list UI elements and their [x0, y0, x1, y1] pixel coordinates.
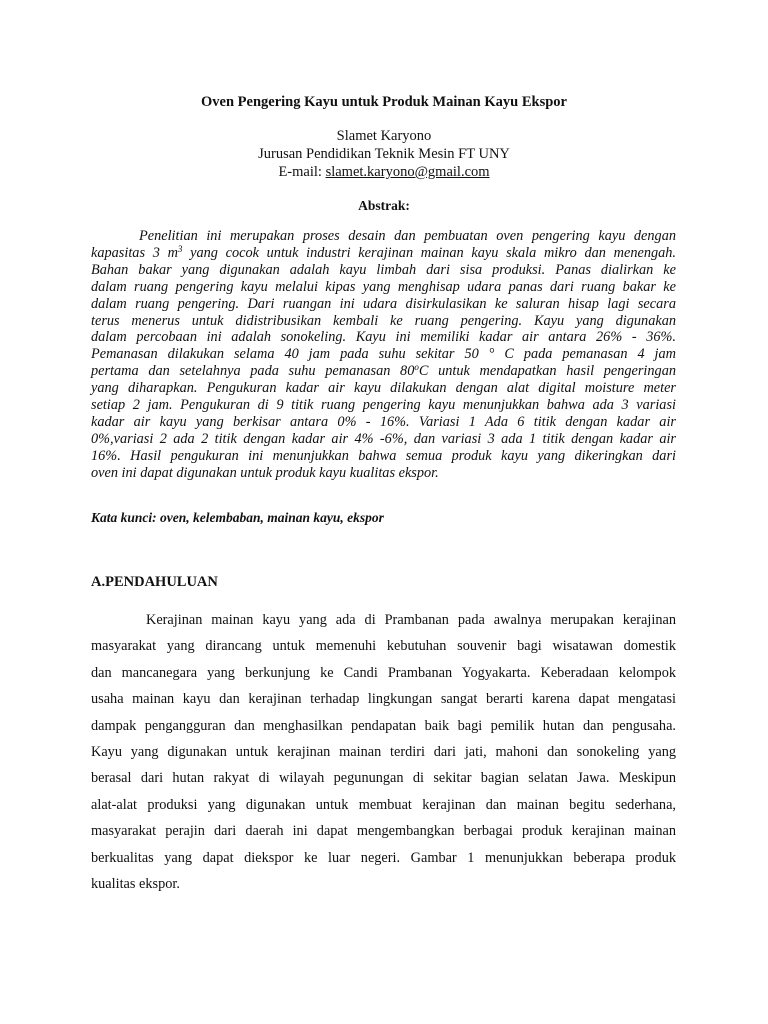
body-line: dan mancanegara yang berkunjung ke Candi Prambanan Yogyakarta. Keberadaan kelompok: [91, 664, 676, 681]
abstract-line: Pemanasan dilakukan selama 40 jam pada suhu sekitar 50 ° C pada pemanasan 4 jam: [91, 346, 676, 363]
body-line: dampak pengangguran dan menghasilkan pendapatan baik bagi pemilik hutan dan pengusaha.: [91, 717, 676, 734]
body-line: usaha mainan kayu dan kerajinan terhadap lingkungan sangat berarti karena dapat mengatasi: [91, 691, 676, 708]
abstract-line: setiap 2 jam. Pengukuran di 9 titik ruang pengering kayu menunjukkan bahwa ada 3 variasi: [91, 397, 676, 414]
body-line: masyarakat yang dirancang untuk memenuhi kebutuhan souvenir bagi wisatawan domestik: [91, 638, 676, 655]
superscript: 3: [177, 243, 183, 254]
abstract-line: yang diharapkan. Pengukuran kadar air kayu dilakukan dengan alat digital moisture meter: [91, 380, 676, 397]
abstract-line: [91, 245, 676, 262]
abstract-text-fragment: yang cocok untuk industri kerajinan mainan kayu skala mikro dan menengah.: [182, 244, 676, 261]
body-line: kualitas ekspor.: [91, 876, 180, 893]
abstract-line: 0%,variasi 2 ada 2 titik dengan kadar air 4% -6%, dan variasi 3 ada 1 titik dengan kadar air: [91, 430, 676, 447]
abstract-line: [91, 363, 676, 380]
keywords: Kata kunci: oven, kelembaban, mainan kayu, ekspor: [91, 510, 384, 525]
body-line: Kayu yang digunakan untuk kerajinan mainan terdiri dari jati, mahoni dan sonokeling yang: [91, 744, 676, 761]
body-line: alat-alat produksi yang digunakan untuk membuat kerajinan dan mainan begitu sederhana,: [91, 796, 676, 813]
abstract-line: 16%. Hasil pengukuran ini menunjukkan bahwa semua produk kayu yang dikeringkan dari: [91, 447, 676, 464]
abstract-body: [91, 228, 676, 482]
abstract-line: dalam ruang pengering kayu melalui kipas yang menghisap udara panas dari ruang bakar ke: [91, 278, 676, 295]
abstract-line: Penelitian ini merupakan proses desain dan pembuatan oven pengering kayu dengan: [139, 228, 676, 244]
author-affiliation: Jurusan Pendidikan Teknik Mesin FT UNY: [258, 146, 510, 162]
abstract-text-fragment: C untuk mendapatkan hasil pengeringan: [418, 363, 676, 380]
section-body: [91, 607, 676, 897]
abstract-text-fragment: kapasitas 3 m: [91, 244, 178, 261]
abstract-line: dalam percobaan ini adalah sonokeling. Kayu ini memiliki kadar air antara 26% - 36%.: [91, 329, 676, 346]
section-heading: A.PENDAHULUAN: [91, 574, 218, 590]
abstract-line: oven ini dapat digunakan untuk produk kayu kualitas ekspor.: [91, 464, 439, 481]
abstract-line: kadar air kayu yang berkisar antara 0% - 16%. Variasi 1 Ada 6 titik dengan kadar air: [91, 413, 676, 430]
body-line: Kerajinan mainan kayu yang ada di Prambanan pada awalnya merupakan kerajinan: [146, 612, 676, 628]
body-line: masyarakat perajin dari daerah ini dapat mengembangkan berbagai produk kerajinan mainan: [91, 823, 676, 840]
email-label: E-mail:: [278, 164, 326, 180]
abstract-line: dalam ruang pengering. Dari ruangan ini udara disirkulasikan ke saluran hisap lagi secara: [91, 295, 676, 312]
author-email-line: [0, 164, 768, 181]
superscript: o: [414, 362, 419, 373]
email-link[interactable]: slamet.karyono@gmail.com: [325, 164, 490, 180]
abstract-text-fragment: pertama dan setelahnya pada suhu pemanasan 80: [91, 363, 415, 380]
body-line: berkualitas yang dapat diekspor ke luar negeri. Gambar 1 menunjukkan beberapa produk: [91, 849, 676, 866]
paper-title: Oven Pengering Kayu untuk Produk Mainan Kayu Ekspor: [201, 94, 567, 110]
abstract-line: Bahan bakar yang digunakan adalah kayu limbah dari sisa produksi. Panas dialirkan ke: [91, 261, 676, 278]
body-line: berasal dari hutan rakyat di wilayah pegunungan di sekitar bagian selatan Jawa. Meskipun: [91, 770, 676, 787]
author-name: Slamet Karyono: [336, 128, 432, 144]
abstract-heading: Abstrak:: [358, 198, 410, 213]
abstract-line: terus menerus untuk didistribusikan kembali ke ruang pengering. Kayu yang digunakan: [91, 312, 676, 329]
